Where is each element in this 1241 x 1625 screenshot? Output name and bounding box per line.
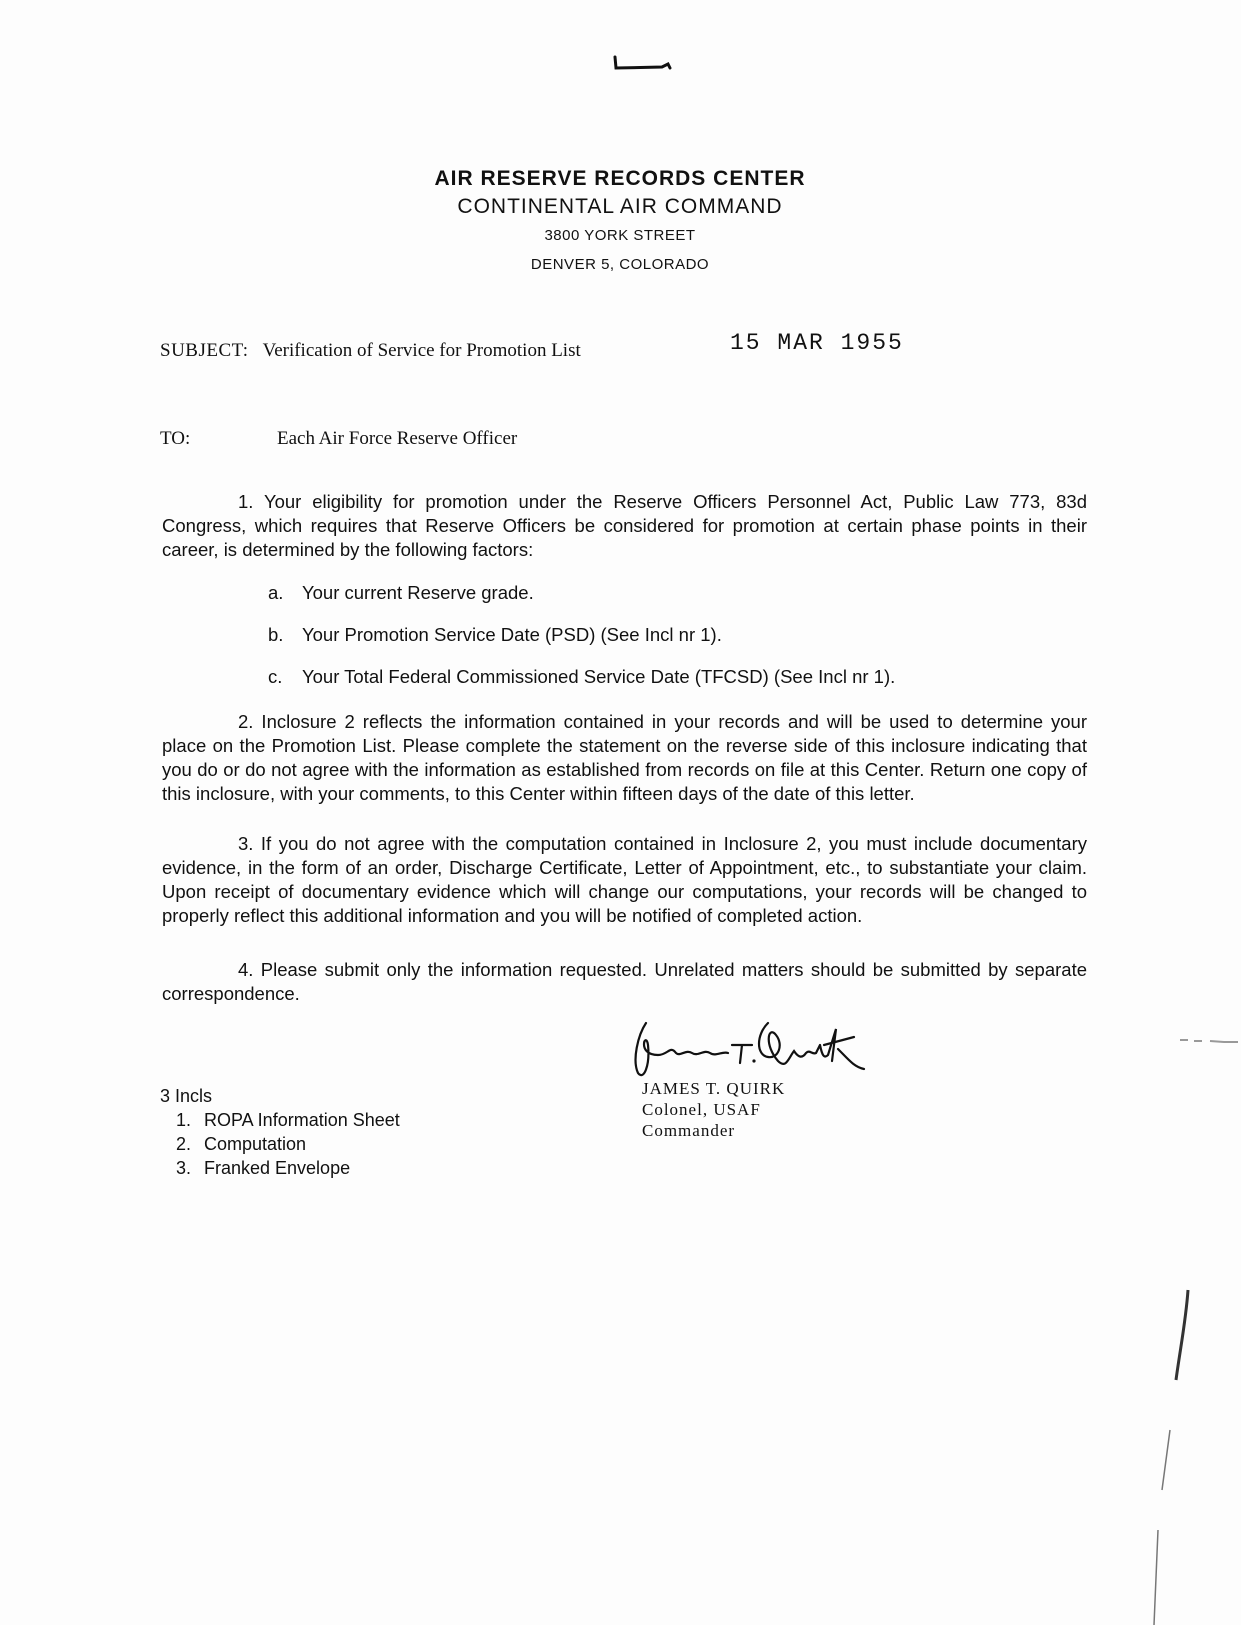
inclosure-number: 1. (176, 1110, 192, 1130)
letter-date: 15 MAR 1955 (730, 330, 904, 356)
inclosure-item (160, 1132, 400, 1156)
inclosure-item (160, 1156, 400, 1180)
inclosures-list (160, 1084, 400, 1180)
paragraph-2-text: 2. Inclosure 2 reflects the information contained in your records and will be used to determine your place on the Promotion List. Please complete the statement on the reverse side of this inclosure indicating that you do or do not agree with the information as established from records on file at this Center. Return one copy of this inclosure, with your comments, to this Center within fifteen days of the date of this letter. (162, 711, 1087, 804)
scan-artifact (1180, 1030, 1240, 1050)
subject-label: SUBJECT: (160, 340, 249, 361)
inclosure-text: Computation (204, 1134, 307, 1154)
factor-text: Your Total Federal Commissioned Service Date (TFCSD) (See Incl nr 1). (302, 666, 896, 687)
paragraph-3-text: 3. If you do not agree with the computation contained in Inclosure 2, you must include documentary evidence, in the form of an order, Discharge Certificate, Letter of Appointment, etc., to substantiate your claim. Upon receipt of documentary evidence which will change our computations, your records will be changed to properly reflect this additional information and you will be notified of completed action. (162, 833, 1087, 926)
factor-a (268, 582, 534, 604)
paragraph-1-text: 1. Your eligibility for promotion under the Reserve Officers Personnel Act, Public Law 773, 83d Congress, which requires that Reserve Officers be considered for promotion at certain phase points in their career, is determined by the following factors: (162, 491, 1087, 560)
factor-letter: c. (268, 666, 283, 687)
subject-text: Verification of Service for Promotion List (262, 340, 581, 361)
factor-c (268, 666, 895, 688)
letterhead (420, 165, 820, 279)
scan-artifact (1150, 1230, 1200, 1625)
factor-letter: a. (268, 582, 284, 603)
signature-block (642, 1078, 785, 1141)
paragraph-4 (162, 958, 1087, 1006)
subject-line (160, 340, 581, 362)
factor-text: Your Promotion Service Date (PSD) (See Incl nr 1). (302, 624, 722, 645)
letterhead-org: AIR RESERVE RECORDS CENTER (434, 167, 806, 190)
paragraph-3 (162, 832, 1087, 928)
paragraph-4-text: 4. Please submit only the information requested. Unrelated matters should be submitted by separate correspondence. (162, 959, 1087, 1004)
handwritten-check-mark (612, 55, 692, 75)
factor-text: Your current Reserve grade. (302, 582, 534, 603)
factor-b (268, 624, 722, 646)
letterhead-city: DENVER 5, COLORADO (530, 256, 710, 273)
letterhead-command: CONTINENTAL AIR COMMAND (457, 195, 783, 218)
paragraph-1 (162, 490, 1087, 562)
inclosure-number: 3. (176, 1158, 192, 1178)
inclosure-text: Franked Envelope (204, 1158, 351, 1178)
paragraph-2 (162, 710, 1087, 806)
factor-letter: b. (268, 624, 284, 645)
to-text: Each Air Force Reserve Officer (277, 428, 518, 449)
inclosure-item (160, 1108, 400, 1132)
signer-rank: Colonel, USAF (642, 1100, 761, 1119)
inclosure-number: 2. (176, 1134, 192, 1154)
inclosure-text: ROPA Information Sheet (204, 1110, 400, 1130)
inclosures-header: 3 Incls (160, 1086, 213, 1106)
signer-name: JAMES T. QUIRK (642, 1079, 786, 1098)
letterhead-street: 3800 YORK STREET (544, 227, 696, 244)
signer-title: Commander (642, 1121, 736, 1140)
to-line (160, 428, 518, 450)
to-label: TO: (160, 428, 191, 449)
